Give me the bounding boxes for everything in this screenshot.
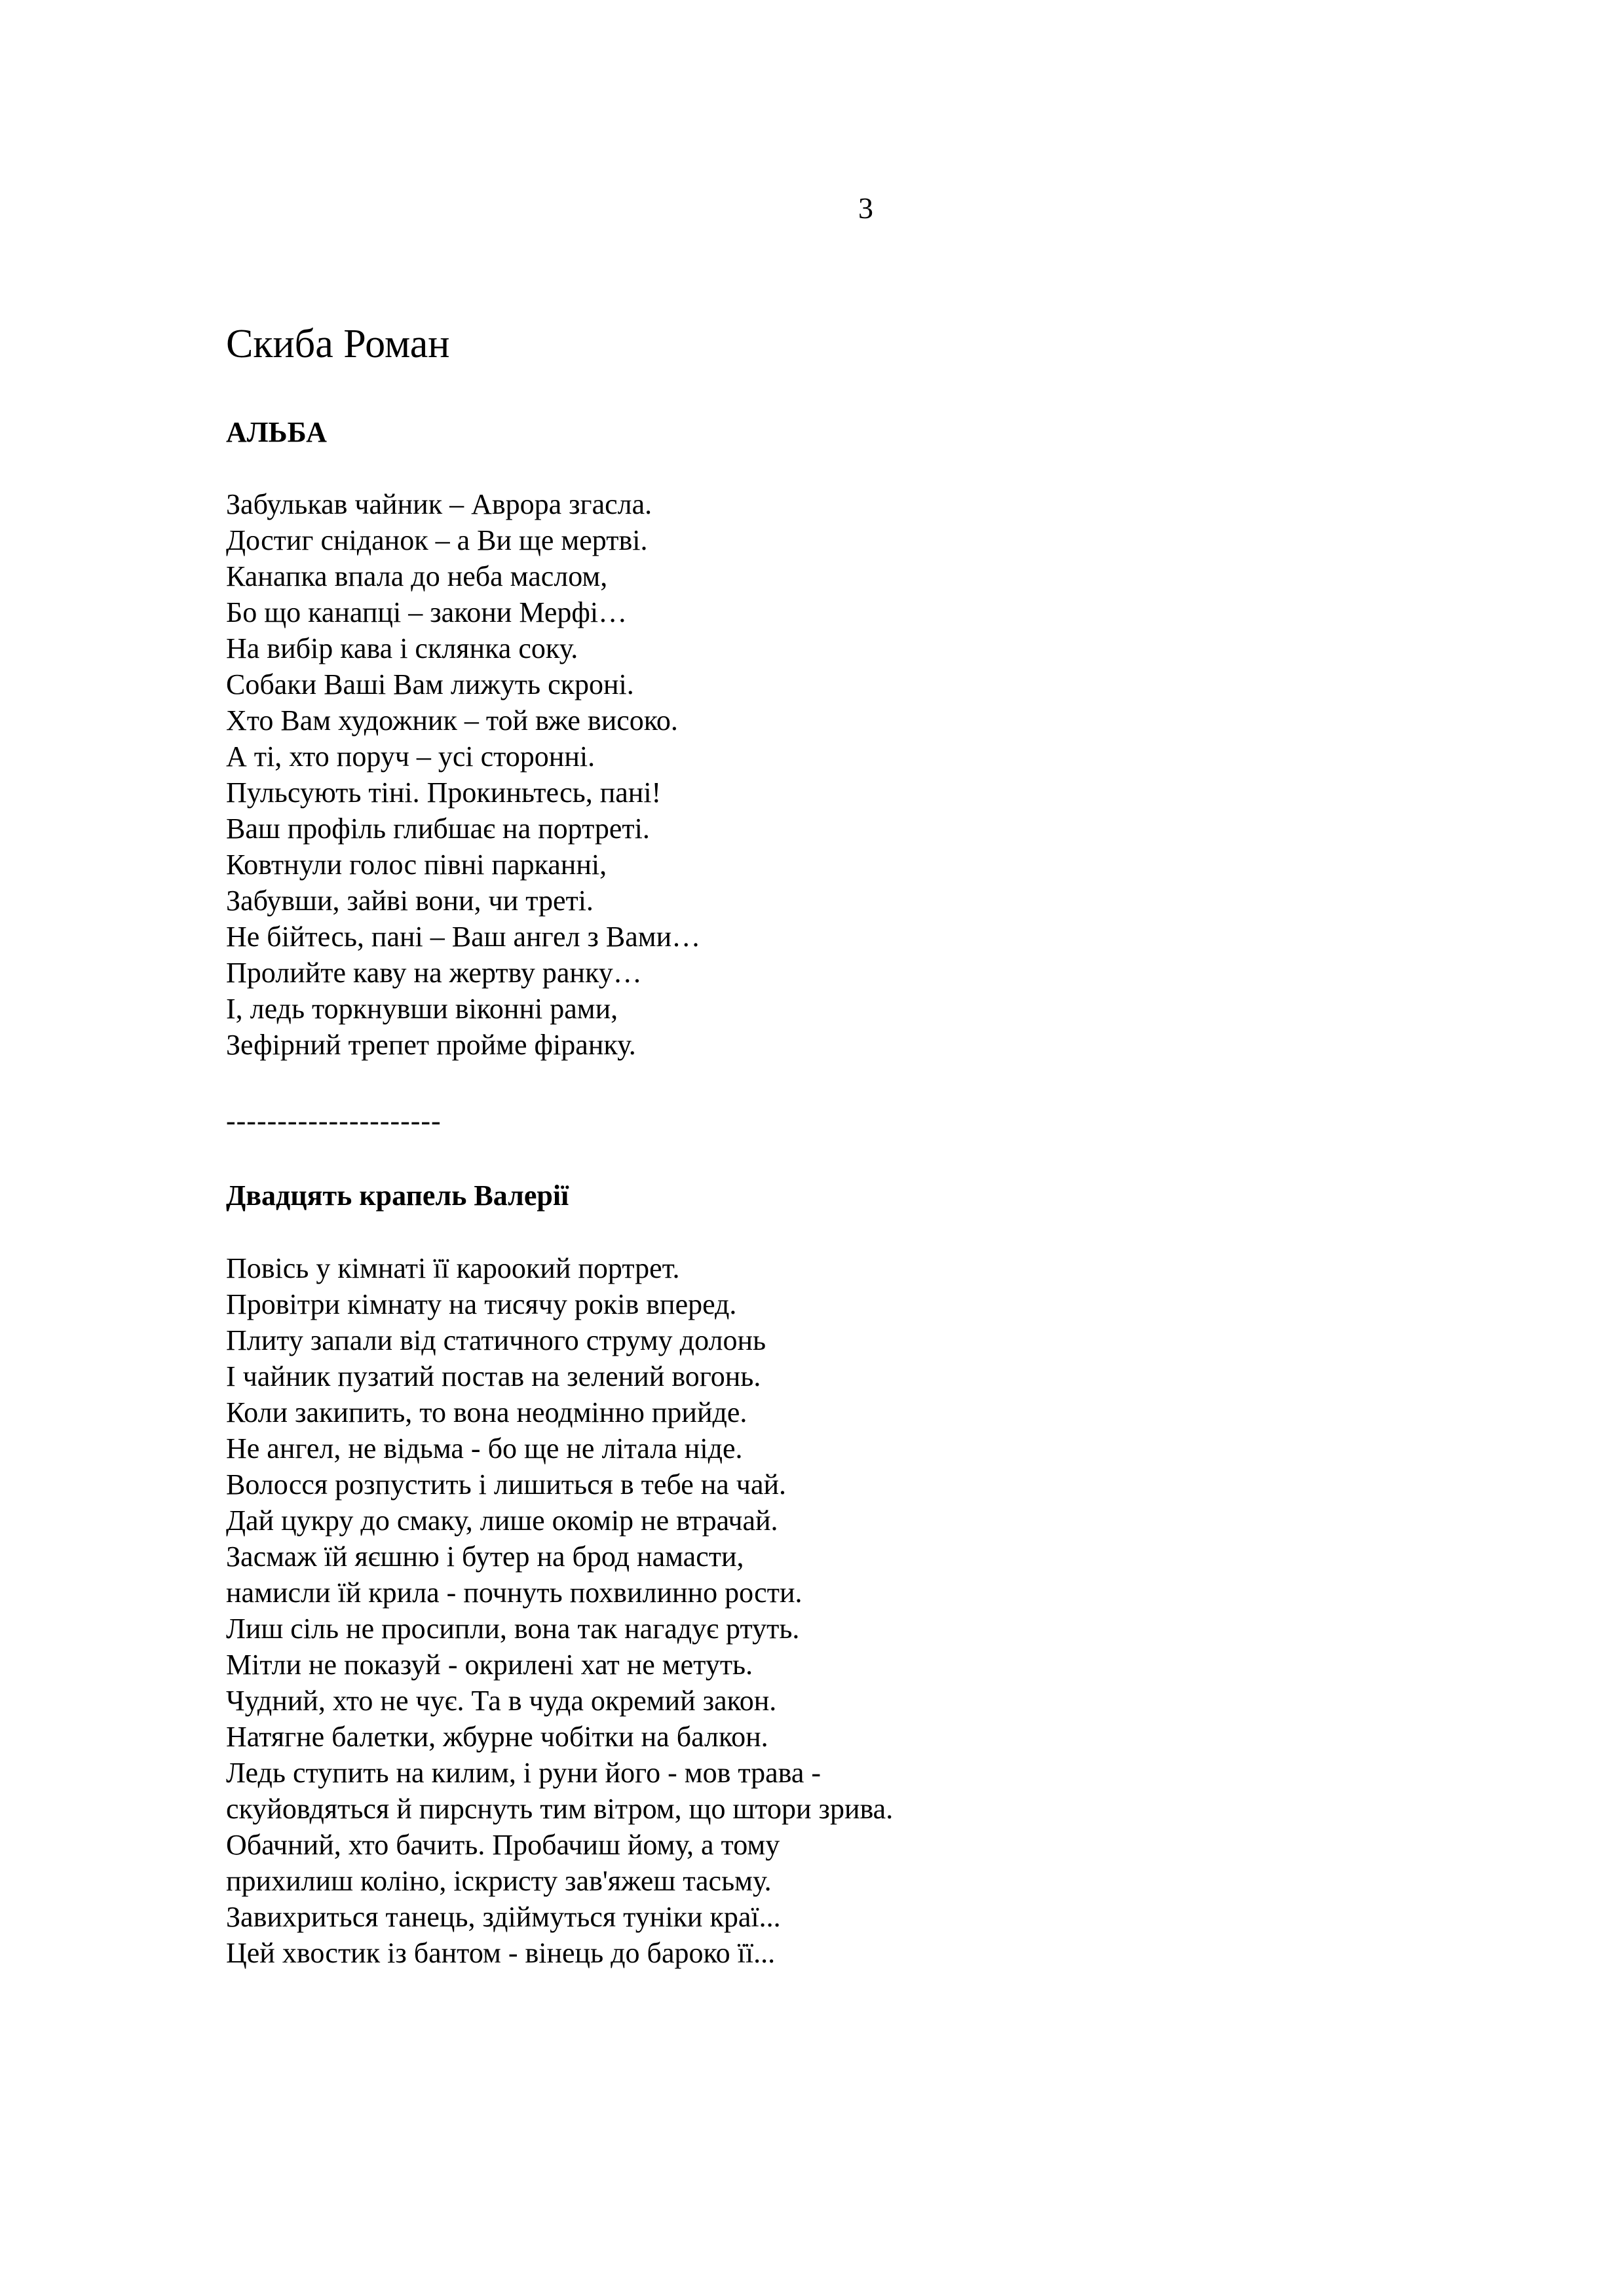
poem-line: Собаки Ваші Вам лижуть скроні. [226,668,634,700]
poem-title-valeria: Двадцять крапель Валерії [226,1179,569,1212]
poem-line: Не бійтесь, пані – Ваш ангел з Вами… [226,921,701,953]
poem-line: Пролийте каву на жертву ранку… [226,957,642,989]
poem-line: Чудний, хто не чує. Та в чуда окремий закон. [226,1685,777,1717]
poem-line: скуйовдяться й пирснуть тим вітром, що штори зрива. [226,1793,894,1825]
poem-body-alba [226,486,700,1063]
poem-line: Хто Вам художник – той вже високо. [226,704,678,737]
poem-line: Засмаж їй яєшню і бутер на брод намасти, [226,1540,744,1573]
poem-line: Зефірний трепет пройме фіранку. [226,1029,636,1061]
poem-line: І чайник пузатий постав на зелений вогонь. [226,1360,761,1392]
poem-line: Повісь у кімнаті її кароокий портрет. [226,1252,680,1284]
poem-line: Бо що канапці – закони Мерфі… [226,596,628,628]
poem-line: Пульсують тіні. Прокиньтесь, пані! [226,776,662,809]
section-separator: --------------------- [226,1105,442,1137]
poem-line: Ваш профіль глибшає на портреті. [226,813,650,845]
poem-line: прихилиш коліно, іскристу зав'яжеш тасьму. [226,1865,772,1897]
poem-line: Достиг сніданок – а Ви ще мертві. [226,524,648,556]
author-name: Скиба Роман [226,322,450,366]
poem-line: Натягне балетки, жбурне чобітки на балкон. [226,1721,768,1753]
poem-line: намисли їй крила - почнуть похвилинно рости. [226,1577,803,1609]
poem-body-valeria [226,1250,893,1971]
poem-title-alba: АЛЬБА [226,416,327,448]
poem-line: Не ангел, не відьма - бо ще не літала ніде. [226,1432,743,1464]
poem-line: Забувши, зайві вони, чи треті. [226,885,594,917]
poem-line: Мітли не показуй - окрилені хат не метуть. [226,1649,753,1681]
poem-line: Лиш сіль не просипли, вона так нагадує ртуть. [226,1613,800,1645]
page-number: 3 [858,191,873,225]
poem-line: Коли закипить, то вона неодмінно прийде. [226,1396,747,1428]
poem-line: Обачний, хто бачить. Пробачиш йому, а тому [226,1829,780,1861]
poem-line: Ковтнули голос півні парканні, [226,849,607,881]
poem-line: Провітри кімнату на тисячу років вперед. [226,1288,737,1320]
poem-line: Забулькав чайник – Аврора згасла. [226,488,652,520]
poem-line: Плиту запали від статичного струму долонь [226,1324,766,1356]
poem-line: Канапка впала до неба маслом, [226,560,608,592]
poem-line: Цей хвостик із бантом - вінець до бароко її... [226,1937,776,1969]
poem-line: А ті, хто поруч – усі сторонні. [226,740,595,773]
poem-line: Ледь ступить на килим, і руни його - мов трава - [226,1757,821,1789]
poem-line: Дай цукру до смаку, лише окомір не втрачай. [226,1504,778,1537]
poem-line: Завихриться танець, здіймуться туніки краї... [226,1901,781,1933]
poem-line: На вибір кава і склянка соку. [226,632,578,664]
poem-line: І, ледь торкнувши віконні рами, [226,993,618,1025]
poem-line: Волосся розпустить і лишиться в тебе на чай. [226,1468,787,1501]
